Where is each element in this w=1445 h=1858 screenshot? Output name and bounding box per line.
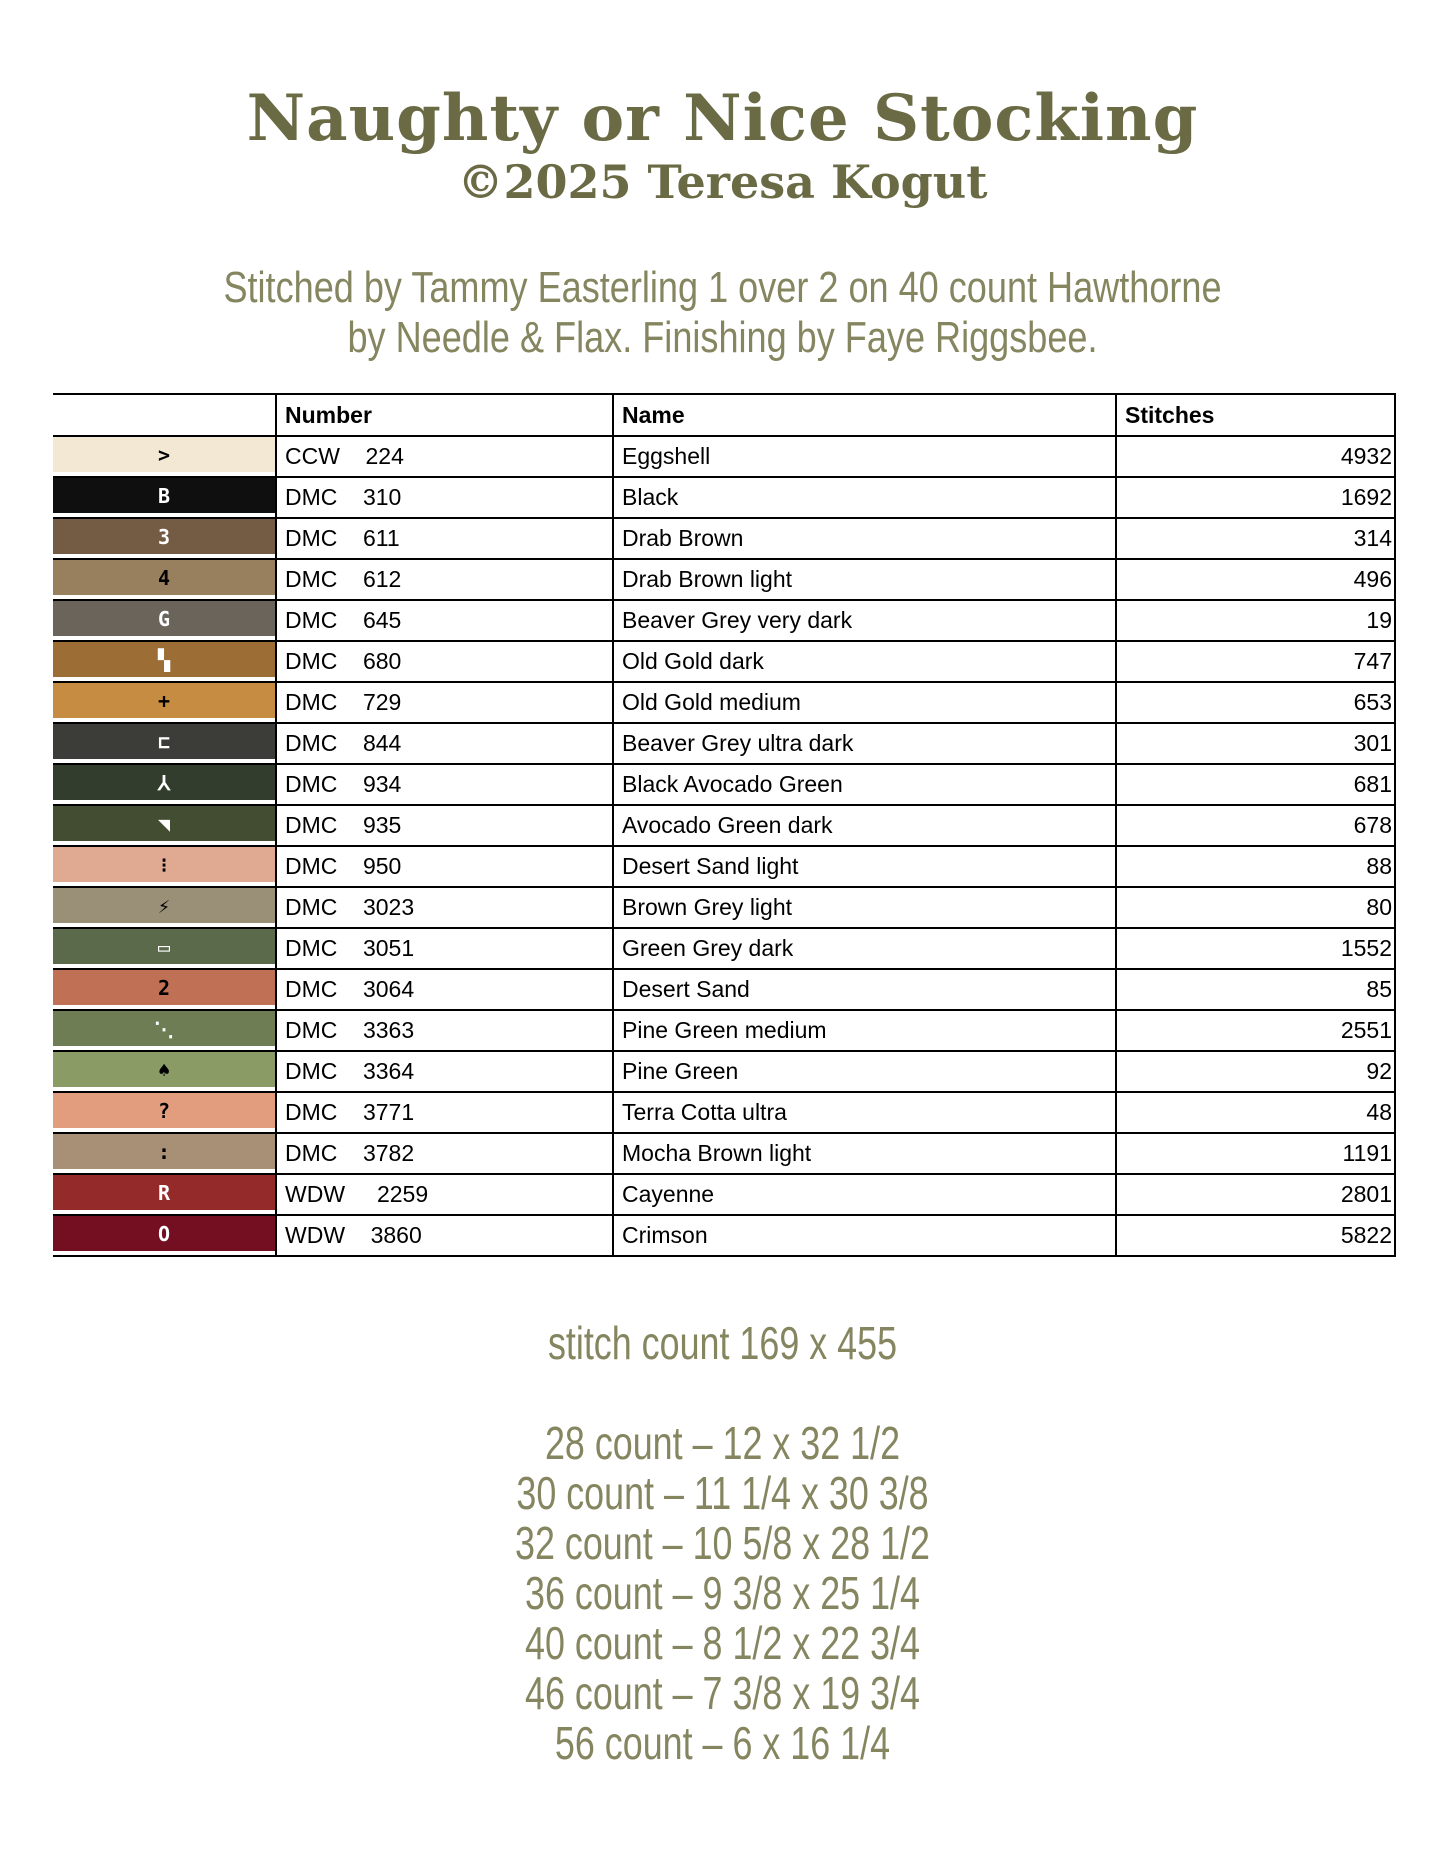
size-line: 28 count – 12 x 32 1/2 — [544, 1417, 901, 1469]
size-line: 36 count – 9 3/8 x 25 1/4 — [525, 1567, 920, 1619]
chart-symbol: ⁝ — [160, 852, 168, 877]
floss-number: DMC 3023 — [276, 887, 613, 928]
floss-name: Eggshell — [613, 436, 1116, 477]
symbol-cell — [53, 1215, 276, 1256]
fabric-size-list — [159, 1418, 1286, 1768]
floss-number: WDW 2259 — [276, 1174, 613, 1215]
color-swatch — [53, 601, 275, 636]
color-swatch — [53, 683, 275, 718]
table-row — [53, 928, 1395, 969]
floss-number: DMC 950 — [276, 846, 613, 887]
floss-name: Avocado Green dark — [613, 805, 1116, 846]
stitch-total: 681 — [1116, 764, 1395, 805]
chart-symbol: ⋱ — [154, 1016, 174, 1041]
color-swatch — [53, 1134, 275, 1169]
floss-number: DMC 3782 — [276, 1133, 613, 1174]
table-row — [53, 477, 1395, 518]
floss-name: Old Gold dark — [613, 641, 1116, 682]
stitch-total: 5822 — [1116, 1215, 1395, 1256]
chart-symbol: O — [157, 1221, 171, 1246]
table-row — [53, 600, 1395, 641]
pattern-title: Naughty or Nice Stocking — [246, 81, 1199, 156]
stitch-total: 19 — [1116, 600, 1395, 641]
floss-name: Old Gold medium — [613, 682, 1116, 723]
color-swatch — [53, 847, 275, 882]
symbol-cell — [53, 641, 276, 682]
symbol-cell — [53, 846, 276, 887]
symbol-cell — [53, 436, 276, 477]
floss-name: Black Avocado Green — [613, 764, 1116, 805]
size-line: 32 count – 10 5/8 x 28 1/2 — [515, 1517, 930, 1569]
color-swatch — [53, 970, 275, 1005]
symbol-cell — [53, 1092, 276, 1133]
symbol-cell — [53, 1051, 276, 1092]
chart-symbol: G — [157, 606, 171, 631]
floss-name: Beaver Grey ultra dark — [613, 723, 1116, 764]
table-row — [53, 887, 1395, 928]
stitch-total: 301 — [1116, 723, 1395, 764]
table-body — [53, 436, 1395, 1256]
table-row — [53, 1010, 1395, 1051]
symbol-cell — [53, 805, 276, 846]
chart-symbol: ◥ — [157, 811, 171, 836]
color-swatch — [53, 1175, 275, 1210]
table-row — [53, 1133, 1395, 1174]
color-swatch — [53, 724, 275, 759]
size-line: 30 count – 11 1/4 x 30 3/8 — [516, 1467, 929, 1519]
stitch-total: 2801 — [1116, 1174, 1395, 1215]
symbol-cell — [53, 600, 276, 641]
floss-number: DMC 3363 — [276, 1010, 613, 1051]
floss-number: DMC 3364 — [276, 1051, 613, 1092]
floss-name: Cayenne — [613, 1174, 1116, 1215]
stitch-total: 496 — [1116, 559, 1395, 600]
symbol-cell — [53, 518, 276, 559]
table-row — [53, 969, 1395, 1010]
chart-symbol: + — [157, 688, 171, 713]
symbol-cell — [53, 928, 276, 969]
table-row — [53, 1051, 1395, 1092]
stitch-total: 314 — [1116, 518, 1395, 559]
chart-symbol: ▭ — [157, 934, 171, 959]
symbol-cell — [53, 969, 276, 1010]
stitch-count: stitch count 169 x 455 — [547, 1317, 898, 1369]
floss-name: Green Grey dark — [613, 928, 1116, 969]
floss-name: Desert Sand — [613, 969, 1116, 1010]
table-row — [53, 436, 1395, 477]
stitch-total: 48 — [1116, 1092, 1395, 1133]
table-row — [53, 1092, 1395, 1133]
color-swatch — [53, 437, 275, 472]
chart-symbol: 3 — [157, 524, 171, 549]
chart-symbol: ⚡ — [157, 893, 171, 918]
credit-line-1: Stitched by Tammy Easterling 1 over 2 on 40 count Hawthorne — [223, 263, 1222, 312]
credit-text — [130, 263, 1315, 363]
table-row — [53, 559, 1395, 600]
col-header-symbol — [53, 394, 276, 436]
floss-number: DMC 729 — [276, 682, 613, 723]
chart-symbol: ? — [157, 1098, 171, 1123]
floss-name: Pine Green — [613, 1051, 1116, 1092]
stitch-total: 1692 — [1116, 477, 1395, 518]
symbol-cell — [53, 1133, 276, 1174]
size-line: 46 count – 7 3/8 x 19 3/4 — [525, 1667, 920, 1719]
color-swatch — [53, 1093, 275, 1128]
stitch-total: 4932 — [1116, 436, 1395, 477]
table-row — [53, 682, 1395, 723]
chart-symbol: R — [157, 1180, 171, 1205]
floss-legend-table — [53, 393, 1396, 1257]
floss-number: DMC 3771 — [276, 1092, 613, 1133]
stitch-total: 653 — [1116, 682, 1395, 723]
table-row — [53, 723, 1395, 764]
col-header-name: Name — [613, 394, 1116, 436]
table-row — [53, 1215, 1395, 1256]
floss-name: Black — [613, 477, 1116, 518]
stitch-total: 1191 — [1116, 1133, 1395, 1174]
col-header-number: Number — [276, 394, 613, 436]
table-row — [53, 846, 1395, 887]
stitch-total: 1552 — [1116, 928, 1395, 969]
floss-number: DMC 934 — [276, 764, 613, 805]
size-line: 40 count – 8 1/2 x 22 3/4 — [525, 1617, 920, 1669]
symbol-cell — [53, 1010, 276, 1051]
floss-number: DMC 611 — [276, 518, 613, 559]
floss-number: DMC 935 — [276, 805, 613, 846]
stitch-total: 92 — [1116, 1051, 1395, 1092]
chart-symbol: > — [157, 442, 171, 467]
floss-name: Drab Brown — [613, 518, 1116, 559]
table-row — [53, 641, 1395, 682]
floss-name: Drab Brown light — [613, 559, 1116, 600]
floss-number: DMC 3064 — [276, 969, 613, 1010]
color-swatch — [53, 478, 275, 513]
floss-number: CCW 224 — [276, 436, 613, 477]
floss-name: Pine Green medium — [613, 1010, 1116, 1051]
symbol-cell — [53, 477, 276, 518]
chart-symbol: 2 — [157, 975, 171, 1000]
chart-symbol: ⅄ — [157, 770, 171, 795]
chart-symbol: 4 — [157, 565, 171, 590]
symbol-cell — [53, 1174, 276, 1215]
table-row — [53, 518, 1395, 559]
floss-number: WDW 3860 — [276, 1215, 613, 1256]
table-row — [53, 764, 1395, 805]
floss-number: DMC 310 — [276, 477, 613, 518]
table-row — [53, 1174, 1395, 1215]
color-swatch — [53, 929, 275, 964]
credit-line-2: by Needle & Flax. Finishing by Faye Riggsbee. — [347, 313, 1098, 362]
floss-name: Brown Grey light — [613, 887, 1116, 928]
color-swatch — [53, 642, 275, 677]
table-header-row — [53, 394, 1395, 436]
color-swatch — [53, 1011, 275, 1046]
symbol-cell — [53, 723, 276, 764]
symbol-cell — [53, 764, 276, 805]
copyright-line: ©2025 Teresa Kogut — [457, 155, 988, 209]
floss-name: Crimson — [613, 1215, 1116, 1256]
color-swatch — [53, 806, 275, 841]
symbol-cell — [53, 682, 276, 723]
floss-number: DMC 3051 — [276, 928, 613, 969]
table-row — [53, 805, 1395, 846]
floss-name: Terra Cotta ultra — [613, 1092, 1116, 1133]
color-swatch — [53, 765, 275, 800]
chart-symbol: B — [157, 483, 171, 508]
floss-number: DMC 645 — [276, 600, 613, 641]
stitch-total: 747 — [1116, 641, 1395, 682]
symbol-cell — [53, 559, 276, 600]
stitch-total: 85 — [1116, 969, 1395, 1010]
color-swatch — [53, 1216, 275, 1251]
floss-name: Mocha Brown light — [613, 1133, 1116, 1174]
color-swatch — [53, 1052, 275, 1087]
stitch-total: 80 — [1116, 887, 1395, 928]
stitch-total: 88 — [1116, 846, 1395, 887]
stitch-total: 2551 — [1116, 1010, 1395, 1051]
color-swatch — [53, 560, 275, 595]
chart-symbol: : — [157, 1139, 171, 1164]
color-swatch — [53, 519, 275, 554]
chart-symbol: ♠ — [157, 1057, 171, 1082]
size-line: 56 count – 6 x 16 1/4 — [554, 1717, 891, 1769]
stitch-total: 678 — [1116, 805, 1395, 846]
floss-number: DMC 612 — [276, 559, 613, 600]
floss-number: DMC 844 — [276, 723, 613, 764]
floss-number: DMC 680 — [276, 641, 613, 682]
floss-name: Desert Sand light — [613, 846, 1116, 887]
chart-symbol: ⊏ — [157, 729, 171, 754]
color-swatch — [53, 888, 275, 923]
floss-name: Beaver Grey very dark — [613, 600, 1116, 641]
col-header-stitches: Stitches — [1116, 394, 1395, 436]
chart-symbol: ▚ — [157, 647, 171, 672]
symbol-cell — [53, 887, 276, 928]
